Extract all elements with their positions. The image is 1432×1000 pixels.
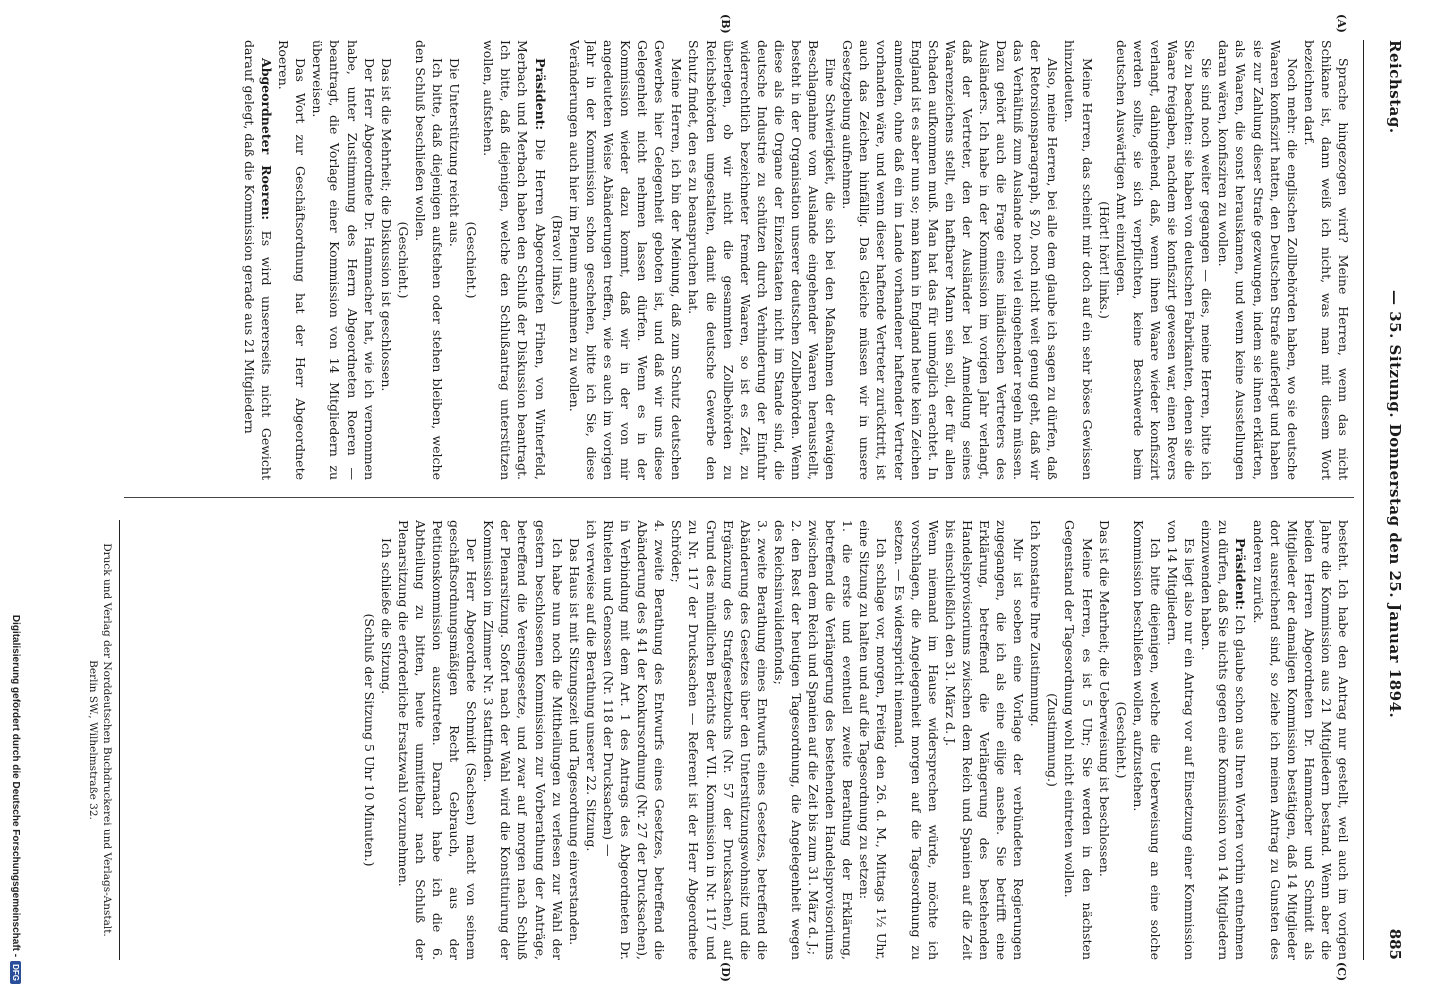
paragraph: 1. die erste und eventuell zweite Berathung der Erklärung, betreffend die Verlängerung des bestehenden Handelsprovisoriums zwischen dem Reich und Spanien auf die Zeit bis zum 31. März d. J.; <box>806 520 856 960</box>
paragraph: Meine Herren, es ist 5 Uhr; Sie werden in den nächsten Gegenstand der Tagesordnung wohl nicht eintreten wollen. <box>1062 520 1095 960</box>
imprint-line-1: Druck und Verlag der Norddeutschen Buchdruckerei und Verlags-Anstalt. <box>101 543 113 937</box>
imprint-rule <box>119 520 120 960</box>
paragraph: Die Unterstützung reicht aus. <box>447 58 463 247</box>
paragraph: Das ist die Mehrheit; die Ueberweisung ist beschlossen. <box>1096 520 1112 877</box>
paragraph: (Bravo! links.) <box>549 215 565 305</box>
text-column-right <box>127 520 1352 960</box>
paragraph: (Schluß der Sitzung 5 Uhr 10 Minuten.) <box>361 613 377 867</box>
paragraph: (Zustimmung.) <box>1045 693 1061 787</box>
page-number: 885 <box>1386 928 1404 960</box>
paragraph: (Geschieht.) <box>464 221 480 299</box>
column-divider <box>124 497 1354 498</box>
paragraph: 4. zweite Berathung des Entwurfs eines Gesetzes, betreffend die Abänderung des § 41 der Konkursordnung (Nr. 27 der Drucksachen), in Verbindung mit dem Art. 1 des Antrags des Abgeordneten Dr. Rintelen und Genossen (Nr. 118 der Drucksachen) — <box>600 520 668 960</box>
paragraph: Eine Schwierigkeit, die sich bei den Maßnahmen der etwaigen Beschlagnahme vom Auslande eingehender Waaren herausstellt, besteht in der Organisation unserer deutschen Zollbehörden. Wenn diese als die Organe der Einzelstaaten nicht im Stande sind, die deutsche Industrie zu schützen durch Verhinderung der Einfuhr widerrechtlich bezeichneter fremder Waaren, so ist es Zeit, zu überlegen, ob wir nicht die gesammten Zollbehörden zu Reichsbehörden umgestalten, damit die deutsche Gewerbe den Schutz findet, den es zu beanspruchen hat. <box>686 40 839 480</box>
paragraph: Präsident: Die Herren Abgeordneten Frihen, von Winterfeld, Merbach und Merbach haben den Schluß der Diskussion beantragt. Ich bitte, daß diejenigen, welche den Schlußantrag unterstützen wollen, aufstehen. <box>481 40 548 480</box>
margin-marker-d: (D) <box>719 962 732 982</box>
printer-imprint <box>86 520 114 960</box>
paragraph: (Geschieht.) <box>395 221 411 299</box>
speaker-label: Präsident: <box>532 58 548 131</box>
running-header <box>1362 40 1422 960</box>
paragraph: Das ist die Mehrheit; die Diskussion ist geschlossen. <box>378 58 394 392</box>
paragraph: Sprache hingezogen wird? Meine Herren, wenn das nicht Schikane ist, dann weiß ich nicht, was man mit diesem Wort bezeichnen darf. <box>1301 40 1351 480</box>
paragraph: Es liegt also nur ein Antrag vor auf Einsetzung einer Kommission von 14 Mitgliedern. <box>1165 520 1198 960</box>
paragraph: 3. zweite Berathung eines Entwurfs eines Gesetzes, betreffend die Abänderung des Gesetzes über den Unterstützungswohnsitz und die Ergänzung des Strafgesetzbuchs (Nr. 57 der Drucksachen), auf Grund des mündlichen Berichts der VII. Kommission in Nr. 117 und zu Nr. 117 der Drucksachen — Referent ist der Herr Abgeordnete Schröder; <box>669 520 770 960</box>
paragraph: (Hört! hört! links.) <box>1096 201 1112 319</box>
paragraph: Meine Herren, das scheint mir doch auf ein sehr böses Gewissen hinzudeuten. <box>1062 40 1095 480</box>
paragraph: (Geschieht.) <box>1113 701 1129 779</box>
paragraph: Abgeordneter Roeren: Es wird unsererseits nicht Gewicht darauf gelegt, daß die Kommission gerade aus 21 Mitgliedern <box>242 40 275 480</box>
paragraph: Das Wort zur Geschäftsordnung hat der Herr Abgeordnete Roeren. <box>276 40 309 480</box>
text-column-left <box>127 40 1352 480</box>
paragraph: Ich schließe die Sitzung. <box>378 538 394 695</box>
paragraph: Ich habe nun noch die Mittheilungen zu verlesen zur Wahl der gestern beschlossenen Kommission zur Vorberathung der Anträge, betreffend die Vereinsgesetze, und zwar auf morgen nach Schluß der Plenarsitzung. Sofort nach der Wahl wird die Konstituirung der Kommission im Zimmer Nr. 3 stattfinden. <box>481 520 565 960</box>
paragraph: Also, meine Herren, bei alle dem glaube ich sagen zu dürfen, daß der Retorsionsparagraph, § 20, noch nicht weit genug geht, daß wir das Verhältniß zum Auslande noch viel eingehender regeln müssen. Dazu gehört auch die Frage eines inländischen Vertreters des Ausländers. Ich habe in der Kommission im vorigen Jahr verlangt, daß der Vertreter, den der Ausländer bei Anmeldung seines Waarenzeichens stellt, ein haftbarer Mann sein soll, der für allen Schaden aufkommen muß. Man hat das für unmöglich erachtet. In England ist es aber nun so; man kann in England heute kein Zeichen anmelden, ohne daß ein im Lande vorhandener haftender Vertreter vorhanden wäre, und wenn dieser haftende Vertreter zurücktritt, ist auch das Zeichen hinfällig. Das Gleiche müssen wir in unsere Gesetzgebung aufnehmen. <box>840 40 1061 480</box>
paragraph: Wenn niemand im Hause widersprechen würde, möchte ich vorschlagen, die Angelegenheit morgen auf die Tagesordnung zu setzen. — Es widerspricht niemand. <box>891 520 941 960</box>
paragraph: Ich bitte, daß diejenigen aufstehen oder stehen bleiben, welche den Schluß beschließen wollen. <box>412 40 446 480</box>
header-rule <box>1363 40 1364 960</box>
paragraph: Der Herr Abgeordnete Dr. Hammacher hat, wie ich vernommen habe, unter Zustimmung des Herrn Abgeordneten Roeren — beantragt, die Vorlage einer Kommission von 14 Mitgliedern zu überweisen. <box>310 40 377 480</box>
paragraph: 2. den Rest der heutigen Tagesordnung, die Angelegenheit wegen des Reichsinvalidenfonds; <box>771 520 804 960</box>
paragraph: besteht. Ich habe den Antrag nur gestellt, weil auch im vorigen Jahre die Kommission aus 21 Mitgliedern bestand. Wenn aber die beiden Herren Abgeordneten Dr. Hammacher und Schmidt als Mitglieder der damaligen Kommission bestätigen, daß 14 Mitglieder dort ausreichend sind, so ziehe ich meinen Antrag zu Gunsten des anderen zurück. <box>1250 520 1351 960</box>
header-session-date: — 35. Sitzung. Donnerstag den 25. Januar 1894. <box>1386 290 1404 719</box>
paragraph: Das Haus ist mit Sitzungszeit und Tagesordnung einverstanden. <box>566 538 582 946</box>
speaker-label: Präsident: <box>1233 538 1249 611</box>
paragraph: Sie sind noch weiter gegangen — dies, meine Herren, bitte ich Sie zu beachten: sie haben von deutschen Fabrikanten, denen sie die Waare freigaben, nachdem sie konfiszirt gewesen war, einen Revers verlangt, dahingehend, daß, wenn ihnen Waare wieder konfiszirt werden sollte, sie sich verpflichten, keine Beschwerde beim deutschen Auswärtigen Amt einzulegen. <box>1113 40 1215 480</box>
paragraph: Meine Herren, ich bin der Meinung, daß zum Schutz deutschen Gewerbes hier Gelegenheit geboten ist, und daß wir uns diese Gelegenheit nicht nehmen lassen dürfen. Wenn es in der Kommission wieder dazu kommt, daß wir in der von mir angedeuteten Weise Abänderungen treffen, wie es auch im vorigen Jahr in der Kommission schon geschehen, bitte ich Sie, diese Veränderungen auch hier im Plenum annehmen zu wollen. <box>566 40 685 480</box>
paragraph: Präsident: Ich glaube schon aus Ihren Worten vorhin entnehmen zu dürfen, daß Sie nichts gegen eine Kommission von 14 Mitgliedern einzuwenden haben. <box>1199 520 1249 960</box>
speaker-label: Abgeordneter Roeren: <box>259 58 275 221</box>
margin-marker-b: (B) <box>719 14 732 34</box>
paragraph: Ich bitte diejenigen, welche die Ueberweisung an eine solche Kommission beschließen wollen, aufzustehen. <box>1130 520 1163 960</box>
paragraph: Ich schlage vor, morgen, Freitag den 26. d. M., Mittags 1½ Uhr, eine Sitzung zu halten und auf die Tagesordnung zu setzen: <box>857 520 890 960</box>
paragraph: Der Herr Abgeordnete Schmidt (Sachsen) macht von seinem geschäftsordnungsmäßigen Recht Gebrauch, aus der Petitionskommission auszutreten. Darnach habe ich die 6. Abtheilung zu bitten, heute unmittelbar nach Schluß der Plenarsitzung die erforderliche Ersatzwahl vorzunehmen. <box>395 520 480 960</box>
paragraph: Mir ist soeben eine Vorlage der verbündeten Regierungen zugegangen, die ich als eine eilige ansehe. Sie betrifft eine Erklärung, betreffend die Verlängerung des bestehenden Handelsprovisoriums zwischen dem Reich und Spanien auf die Zeit bis einschließlich den 31. März d. J. <box>942 520 1027 960</box>
margin-marker-c: (C) <box>1335 962 1348 982</box>
digitization-footer <box>0 0 32 1000</box>
paragraph: Noch mehr: die englischen Zollbehörden haben, wo sie deutsche Waaren konfiszirt hatten, den Deutschen Strafe auferlegt und haben sie zur Zahlung dieser Strafe gezwungen, indem sie ihnen erklärten, als Waaren, die sonst herauskamen, und wenn keine Ausstellungen daran wären, konfisziren zu wollen. <box>1216 40 1300 480</box>
dfg-logo: DFG <box>11 961 22 984</box>
header-title: Reichstag. <box>1386 40 1404 134</box>
paragraph: Ich konstatire Ihre Zustimmung. <box>1028 520 1044 727</box>
paragraph: ich verweise auf die Berathung unserer 22. Sitzung. <box>583 520 599 852</box>
margin-marker-a: (A) <box>1335 14 1348 33</box>
digitization-credit: Digitalisierung gefördert durch die Deutsche Forschungsgemeinschaft - <box>10 614 22 958</box>
imprint-line-2: Berlin SW., Wilhelmstraße 32. <box>87 660 99 820</box>
